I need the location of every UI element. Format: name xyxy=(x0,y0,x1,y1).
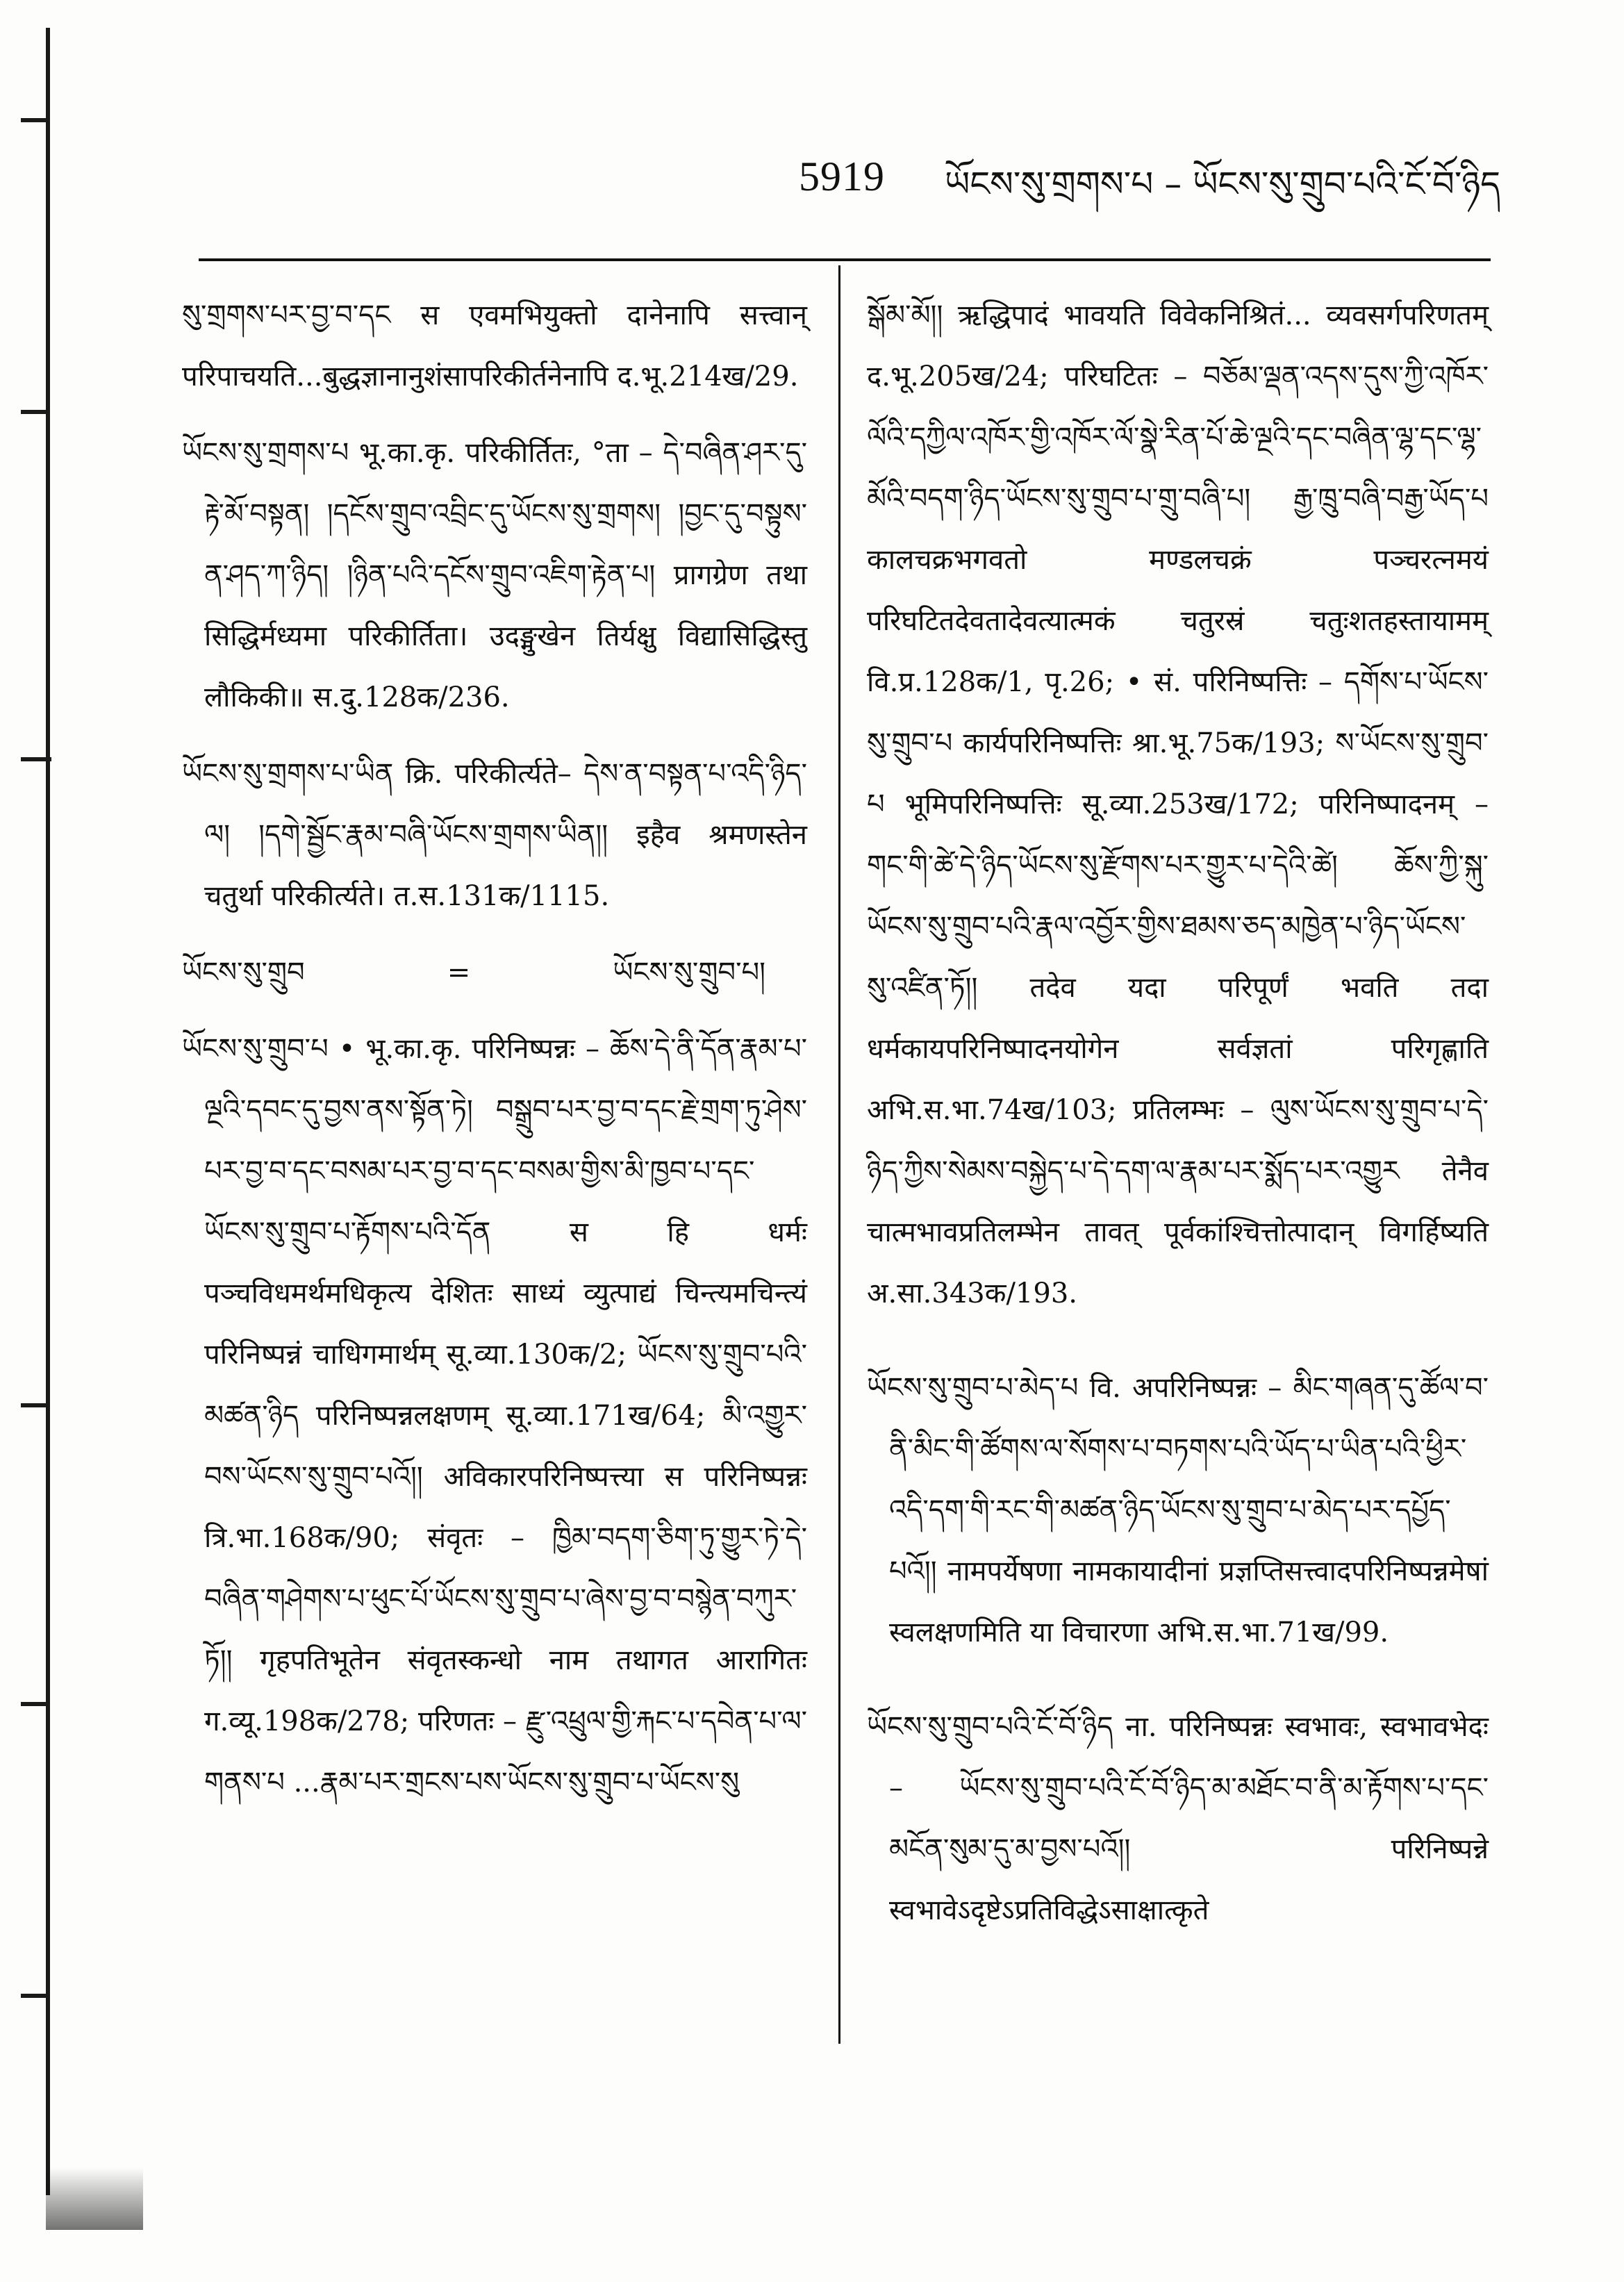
dictionary-entry xyxy=(182,285,807,407)
scan-edge-mark xyxy=(21,757,51,761)
column-divider xyxy=(838,265,840,2044)
header-rule xyxy=(199,258,1491,261)
entry-text: སུ་གྲགས་པར་བྱ་བ་དང स एवमभियुक्तो दानेनापि सत्त्वान् परिपाचयति...बुद्धज्ञानानुशंसापरिकीर्तनेनापि द.भू.214ख/29. xyxy=(182,299,807,392)
scan-edge-mark xyxy=(21,410,49,414)
scan-shadow xyxy=(46,2167,143,2230)
cross-reference-target: ཡོངས་སུ་གྲུབ་པ། xyxy=(613,957,765,989)
right-column xyxy=(867,285,1489,1956)
cross-reference-entry xyxy=(182,942,807,1003)
scan-edge-mark xyxy=(21,1403,49,1407)
scan-edge-mark xyxy=(21,118,49,122)
entry-text: ཡོངས་སུ་གྲུབ་པ་མེད་པ वि. अपरिनिष्पन्नः – མིང་གཞན་དུ་ཚོལ་བ་ནི་མིང་གི་ཚོགས་ལ་སོགས་པ་བཏགས་པའི་ཡོད་པ་ཡིན་པའི་ཕྱིར་འདི་དག་གི་རང་གི་མཚན་ཉིད་ཡོངས་སུ་གྲུབ་པ་མེད་པར་དཔྱོད་པའོ།། नामपर्येषणा नामकायादीनां प्रज्ञप्तिसत्त्वादपरिनिष्पन्नमेषां स्वलक्षणमिति या विचारणा अभि.स.भा.71ख/99. xyxy=(867,1372,1489,1648)
dictionary-entry xyxy=(867,285,1489,1324)
dictionary-entry xyxy=(867,1696,1489,1941)
dictionary-entry xyxy=(182,743,807,927)
left-column xyxy=(182,285,807,1828)
scan-edge-mark xyxy=(21,1702,49,1706)
running-head: ཡོངས་སུ་གྲགས་པ – ཡོངས་སུ་གྲུབ་པའི་ངོ་བོ་ཉིད xyxy=(945,164,1501,204)
entry-text: ཡོངས་སུ་གྲུབ་པ • भू.का.कृ. परिनिष्पन्नः – ཆོས་དེ་ནི་དོན་རྣམ་པ་ལྔའི་དབང་དུ་བྱས་ནས་སྟོན་ཏེ། བསྒྲུབ་པར་བྱ་བ་དང་རྗེ་གྲག་ཏུ་ཤེས་པར་བྱ་བ་དང་བསམ་པར་བྱ་བ་དང་བསམ་གྱིས་མི་ཁྱབ་པ་དང་ཡོངས་སུ་གྲུབ་པ་རྟོགས་པའི་དོན स हि धर्मः पञ्चविधमर्थमधिकृत्य देशितः साध्यं व्युत्पाद्यं चिन्त्यमचिन्त्यं परिनिष्पन्नं चाधिगमार्थम् सू.व्या.130क/2; ཡོངས་སུ་གྲུབ་པའི་མཚན་ཉིད परिनिष्पन्नलक्षणम् सू.व्या.171ख/64; མི་འགྱུར་བས་ཡོངས་སུ་གྲུབ་པའོ།། अविकारपरिनिष्पत्त्या स परिनिष्पन्नः त्रि.भा.168क/90; संवृतः – ཁྱིམ་བདག་ཅིག་ཏུ་གྱུར་ཏེ་དེ་བཞིན་གཤེགས་པ་ཕུང་པོ་ཡོངས་སུ་གྲུབ་པ་ཞེས་བྱ་བ་བསྙེན་བཀུར་ཏོ།། गृहपतिभूतेन संवृतस्कन्धो नाम तथागत आरागितः ग.व्यू.198क/278; परिणतः – རྫུ་འཕྲུལ་གྱི་རྐང་པ་དབེན་པ་ལ་གནས་པ ...རྣམ་པར་གྲངས་པས་ཡོངས་སུ་གྲུབ་པ་ཡོངས་སུ xyxy=(182,1033,807,1799)
cross-reference-headword: ཡོངས་སུ་གྲུབ xyxy=(182,957,305,989)
dictionary-entry xyxy=(182,422,807,728)
entry-text: ཡོངས་སུ་གྲགས་པ་ཡིན क्रि. परिकीर्त्यते– དེས་ན་བསྟན་པ་འདི་ཉིད་ལ། །དགེ་སྦྱོང་རྣམ་བཞི་ཡོངས་གྲགས་ཡིན།། इहैव श्रमणस्तेन चतुर्था परिकीर्त्यते। त.स.131क/1115. xyxy=(182,758,807,912)
entry-text: ཡོངས་སུ་གྲུབ་པའི་ངོ་བོ་ཉིད ना. परिनिष्पन्नः स्वभावः, स्वभावभेदः – ཡོངས་སུ་གྲུབ་པའི་ངོ་བོ་ཉིད་མ་མཐོང་བ་ནི་མ་རྟོགས་པ་དང་མངོན་སུམ་དུ་མ་བྱས་པའོ།། परिनिष्पन्ने स्वभावेऽदृष्टेऽप्रतिविद्धेऽसाक्षात्कृते xyxy=(867,1711,1489,1926)
equals-sign: = xyxy=(447,957,471,989)
scan-binding-edge xyxy=(46,28,50,2195)
dictionary-entry xyxy=(867,1357,1489,1663)
scan-edge-mark xyxy=(21,1994,49,1998)
page-number: 5919 xyxy=(799,154,885,199)
entry-text: སྒོམ་མོ།། ऋद्धिपादं भावयति विवेकनिश्रितं... व्यवसर्गपरिणतम् द.भू.205ख/24; परिघटितः – བཅོམ་ལྡན་འདས་དུས་ཀྱི་འཁོར་ལོའི་དཀྱིལ་འཁོར་གྱི་འཁོར་ལོ་སྣེ་རིན་པོ་ཆེ་ལྔའི་དང་བཞིན་ལྷ་དང་ལྷ་མོའི་བདག་ཉིད་ཡོངས་སུ་གྲུབ་པ་གྲུ་བཞི་པ། རྒྱ་ཁྲུ་བཞི་བརྒྱ་ཡོད་པ कालचक्रभगवतो मण्डलचक्रं पञ्चरत्नमयं परिघटितदेवतादेवत्यात्मकं चतुरस्रं चतुःशतहस्तायामम् वि.प्र.128क/1, पृ.26; • सं. परिनिष्पत्तिः – དགོས་པ་ཡོངས་སུ་གྲུབ་པ कार्यपरिनिष्पत्तिः श्रा.भू.75क/193; ས་ཡོངས་སུ་གྲུབ་པ भूमिपरिनिष्पत्तिः सू.व्या.253ख/172; परिनिष्पादनम् – གང་གི་ཚེ་དེ་ཉིད་ཡོངས་སུ་རྫོགས་པར་གྱུར་པ་དེའི་ཚེ། ཆོས་ཀྱི་སྐུ་ཡོངས་སུ་གྲུབ་པའི་རྣལ་འབྱོར་གྱིས་ཐམས་ཅད་མཁྱེན་པ་ཉིད་ཡོངས་སུ་འཛིན་ཏོ།། तदेव यदा परिपूर्णं भवति तदा धर्मकायपरिनिष्पादनयोगेन सर्वज्ञतां परिगृह्णाति अभि.स.भा.74ख/103; प्रतिलम्भः – ལུས་ཡོངས་སུ་གྲུབ་པ་དེ་ཉིད་ཀྱིས་སེམས་བསྐྱེད་པ་དེ་དག་ལ་རྣམ་པར་སྨོད་པར་འགྱུར तेनैव चात्मभावप्रतिलम्भेन तावत् पूर्वकांश्चित्तोत्पादान् विगर्हिष्यति अ.सा.343क/193. xyxy=(867,299,1489,1309)
entry-text: ཡོངས་སུ་གྲགས་པ भू.का.कृ. परिकीर्तितः, °ता – དེ་བཞིན་ཤར་དུ་རྟེ་མོ་བསྟན། །དངོས་གྲུབ་འབྲིང་དུ་ཡོངས་སུ་གྲགས། །བྱང་དུ་བསྟུས་ན་ཤད་ཀ་ཉིད། །ཉིན་པའི་དངོས་གྲུབ་འཇིག་རྟེན་པ། प्रागग्रेण तथा सिद्धिर्मध्यमा परिकीर्तिता। उदङ्मुखेन तिर्यक्षु विद्यासिद्धिस्तु लौकिकी॥ स.दु.128क/236. xyxy=(182,437,807,713)
dictionary-entry xyxy=(182,1018,807,1813)
